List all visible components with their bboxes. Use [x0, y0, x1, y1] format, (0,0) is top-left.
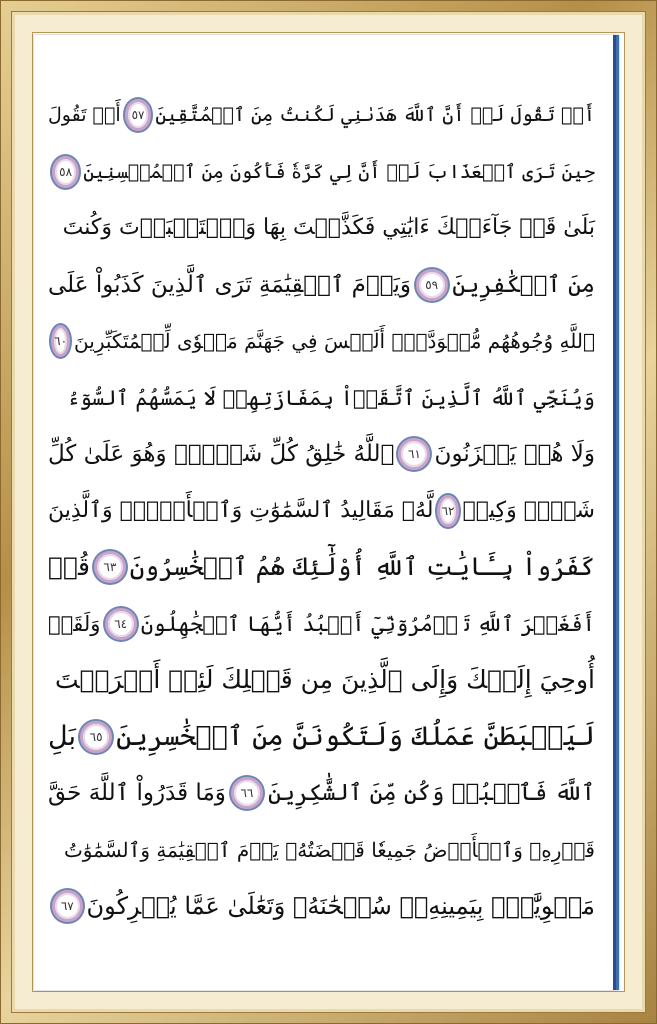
verse-lines: [48, 87, 595, 935]
verse-text: أُوحِيَ إِلَيۡكَ وَإِلَى ٱلَّذِينَ مِن قَبۡلِكَ لَئِنۡ أَشۡرَكۡتَ: [55, 665, 595, 694]
ayah-number-marker: ٦١: [398, 438, 430, 470]
verse-text: قُلۡ: [48, 552, 90, 581]
verse-text: أَوۡ تَقُولَ لَوۡ أَنَّ ٱللَّهَ هَدَىٰنِي لَكُنتُ مِنَ ٱلۡمُتَّقِينَ: [155, 104, 595, 126]
verse-line: [48, 765, 595, 822]
ayah-number-marker: ٦٧: [52, 890, 83, 922]
verse-line: [48, 652, 595, 709]
verse-text: قَدۡرِهِۦ وَٱلۡأَرۡضُ جَمِيعٗا قَبۡضَتُهُۥ يَوۡمَ ٱلۡقِيَٰمَةِ وَٱلسَّمَٰوَٰتُ: [63, 837, 595, 862]
mushaf-page: [34, 35, 619, 990]
verse-text: ٱللَّهِ وُجُوهُهُم مُّسۡوَدَّةٌۚ أَلَيۡسَ فِي جَهَنَّمَ مَثۡوٗى لِّلۡمُتَكَبِّرِينَ: [74, 329, 595, 353]
verse-text: وَيُنَجِّي ٱللَّهُ ٱلَّذِينَ ٱتَّقَوۡاْ بِمَفَازَتِهِمۡ لَا يَمَسُّهُمُ ٱلسُّوٓءُ: [67, 385, 595, 410]
verse-text: مِنَ ٱلۡكَٰفِرِينَ: [452, 271, 595, 298]
verse-text: لَّهُۥ مَقَالِيدُ ٱلسَّمَٰوَٰتِ وَٱلۡأَرۡضِۗ وَٱلَّذِينَ: [48, 497, 434, 523]
ayah-number-marker: ٥٧: [125, 99, 152, 131]
verse-text: وَمَا قَدَرُواْ ٱللَّهَ حَقَّ: [48, 780, 226, 806]
verse-line: [48, 426, 595, 483]
verse-text: حِينَ تَرَى ٱلۡعَذَابَ لَوۡ أَنَّ لِي كَرَّةٗ فَأَكُونَ مِنَ ٱلۡمُحۡسِنِينَ: [83, 160, 595, 183]
ayah-number-marker: ٦٦: [231, 777, 263, 809]
verse-line: [48, 596, 595, 653]
verse-line: [48, 878, 595, 935]
ayah-number-marker: ٦٥: [80, 721, 112, 753]
verse-line: [48, 709, 595, 766]
ayah-number-marker: ٥٩: [416, 269, 448, 301]
verse-line: [48, 313, 595, 370]
ayah-number-marker: ٦٤: [105, 608, 137, 640]
verse-text: كَفَرُواْ بِـَٔايَٰتِ ٱللَّهِ أُوْلَٰٓئِكَ هُمُ ٱلۡخَٰسِرُونَ: [129, 552, 595, 581]
verse-line: [48, 257, 595, 314]
verse-line: [48, 144, 595, 201]
verse-line: [48, 200, 595, 257]
verse-line: [48, 539, 595, 596]
verse-text: وَيَوۡمَ ٱلۡقِيَٰمَةِ تَرَى ٱلَّذِينَ كَذَبُواْ عَلَى: [48, 271, 411, 298]
verse-text: وَلَقَدۡ: [48, 611, 101, 636]
verse-text: ٱللَّهَ فَٱعۡبُدۡ وَكُن مِّنَ ٱلشَّٰكِرِينَ: [267, 780, 595, 806]
ayah-number-marker: ٦٣: [94, 551, 126, 583]
verse-text: شَيۡءٖ وَكِيلٞ: [462, 497, 595, 523]
verse-text: لَيَحۡبَطَنَّ عَمَلُكَ وَلَتَكُونَنَّ مِنَ ٱلۡخَٰسِرِينَ: [116, 720, 595, 752]
verse-text: ٱللَّهُ خَٰلِقُ كُلِّ شَيۡءٖۖ وَهُوَ عَلَىٰ كُلِّ: [48, 441, 395, 467]
verse-text: أَفَغَيۡرَ ٱللَّهِ تَأۡمُرُوٓنِّيٓ أَعۡبُدُ أَيُّهَا ٱلۡجَٰهِلُونَ: [140, 611, 595, 636]
verse-text: مَطۡوِيَّٰتُۢ بِيَمِينِهِۦۚ سُبۡحَٰنَهُۥ وَتَعَٰلَىٰ عَمَّا يُشۡرِكُونَ: [86, 892, 595, 920]
verse-text: وَلَا هُمۡ يَحۡزَنُونَ: [434, 441, 595, 467]
verse-text: بَلَىٰ قَدۡ جَآءَتۡكَ ءَايَٰتِي فَكَذَّبۡتَ بِهَا وَٱسۡتَكۡبَرۡتَ وَكُنتَ: [62, 215, 595, 240]
ayah-number-marker: ٥٨: [52, 156, 79, 188]
ayah-number-marker: ٦٠: [51, 325, 70, 357]
verse-text: أَوۡ تَقُولَ: [48, 104, 121, 126]
verse-line: [48, 370, 595, 427]
verse-text: بَلِ: [48, 720, 76, 752]
ayah-number-marker: ٦٢: [437, 495, 458, 527]
verse-line: [48, 87, 595, 144]
verse-line: [48, 483, 595, 540]
verse-line: [48, 822, 595, 879]
